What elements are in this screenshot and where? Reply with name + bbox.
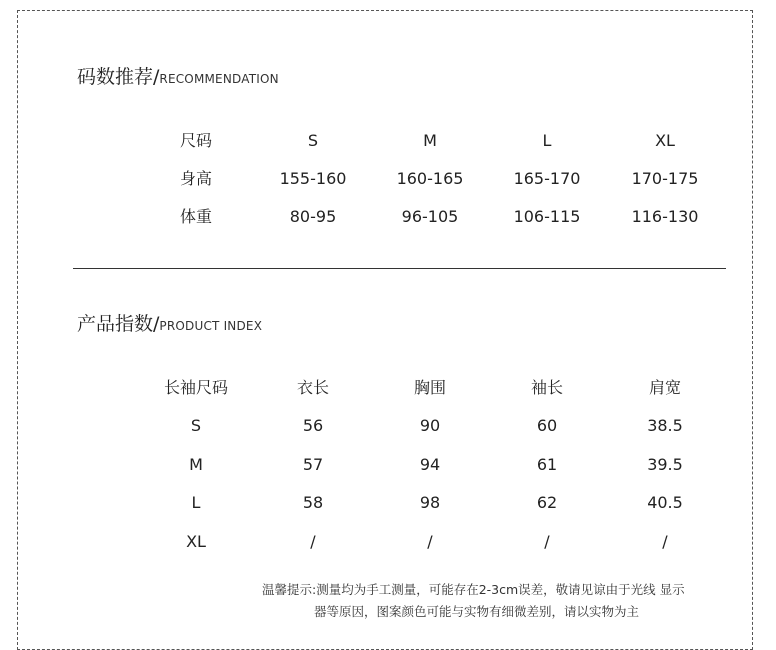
recommendation-header-cell: M (423, 131, 437, 150)
recommendation-cell: 106-115 (513, 207, 581, 226)
product-index-cell: / (662, 532, 668, 551)
product-index-header-cell: 衣长 (296, 378, 330, 397)
product-index-title-zh: 产品指数/ (77, 313, 160, 335)
product-index-header-cell: 袖长 (530, 378, 564, 397)
product-index-cell: S (190, 416, 202, 435)
recommendation-title-en: RECOMMENDATION (159, 72, 279, 86)
recommendation-title (77, 62, 279, 89)
product-index-cell: L (191, 493, 201, 512)
product-index-header-cell: 肩宽 (648, 378, 682, 397)
recommendation-cell: 身高 (179, 169, 213, 188)
product-index-cell: 58 (302, 493, 324, 512)
product-index-cell: M (189, 455, 203, 474)
recommendation-cell: 体重 (179, 207, 213, 226)
recommendation-cell: 80-95 (289, 207, 337, 226)
product-index-header-cell: 长袖尺码 (163, 378, 229, 397)
recommendation-header-cell: XL (655, 131, 675, 150)
measurement-note (262, 579, 732, 623)
product-index-cell: XL (186, 532, 206, 551)
product-index-cell: / (310, 532, 316, 551)
note-line-2: 器等原因，图案颜色可能与实物有细微差别，请以实物为主 (314, 604, 640, 619)
product-index-title-en: PRODUCT INDEX (159, 319, 263, 333)
product-index-title (77, 309, 262, 336)
recommendation-cell: 170-175 (631, 169, 699, 188)
section-divider (73, 268, 726, 269)
recommendation-cell: 155-160 (279, 169, 347, 188)
product-index-cell: 57 (302, 455, 324, 474)
product-index-cell: 61 (536, 455, 558, 474)
product-index-cell: 40.5 (647, 493, 683, 512)
recommendation-cell: 96-105 (401, 207, 459, 226)
recommendation-header-cell: 尺码 (179, 131, 213, 150)
recommendation-cell: 116-130 (631, 207, 699, 226)
product-index-cell: 56 (302, 416, 324, 435)
note-line-1: 温馨提示:测量均为手工测量，可能存在2-3cm误差，敬请见谅由于光线 显示 (262, 582, 685, 597)
product-index-cell: 38.5 (647, 416, 683, 435)
recommendation-header-cell: S (307, 131, 319, 150)
product-index-header-cell: 胸围 (413, 378, 447, 397)
recommendation-header-cell: L (542, 131, 552, 150)
recommendation-cell: 160-165 (396, 169, 464, 188)
recommendation-cell: 165-170 (513, 169, 581, 188)
product-index-cell: 39.5 (647, 455, 683, 474)
product-index-cell: / (427, 532, 433, 551)
product-index-cell: 62 (536, 493, 558, 512)
product-index-cell: 94 (419, 455, 441, 474)
product-index-cell: 98 (419, 493, 441, 512)
product-index-cell: / (544, 532, 550, 551)
product-index-cell: 60 (536, 416, 558, 435)
recommendation-title-zh: 码数推荐/ (77, 66, 160, 88)
product-index-cell: 90 (419, 416, 441, 435)
